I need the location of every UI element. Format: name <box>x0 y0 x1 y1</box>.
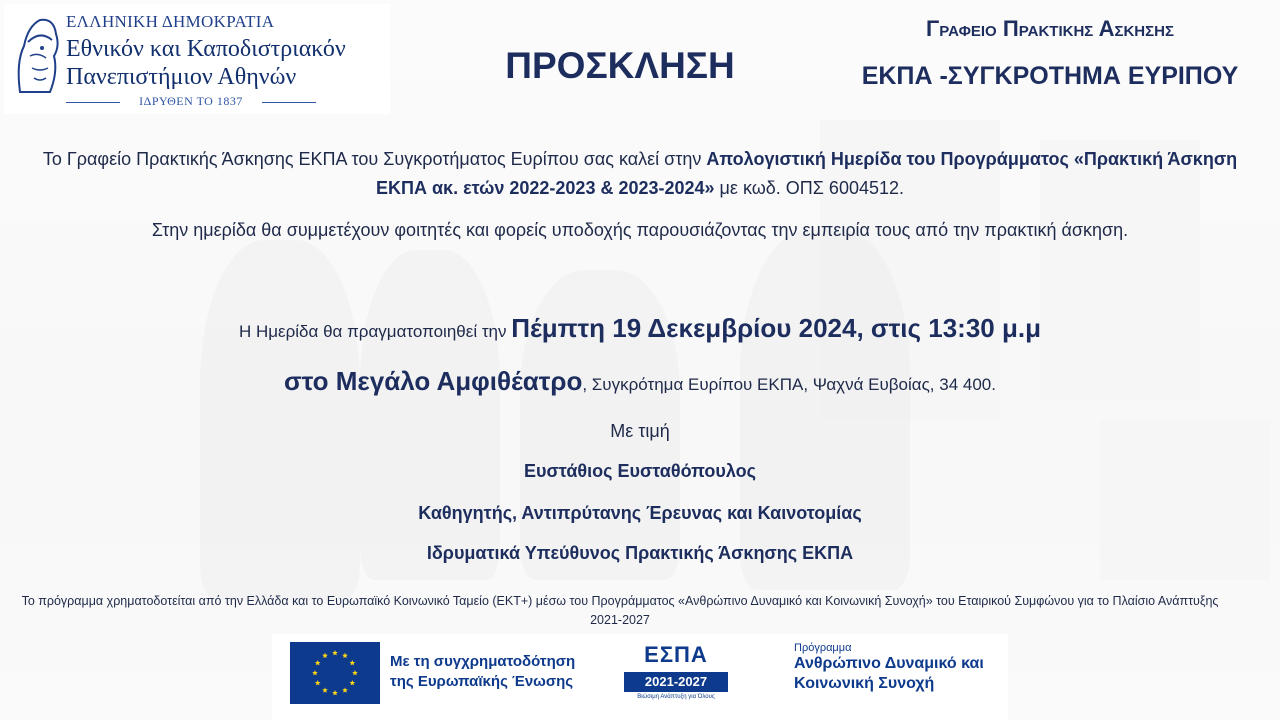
logo-line-founded: ΙΔΡΥΘΕΝ ΤΟ 1837 <box>66 94 316 109</box>
intro-program-name: Απολογιστική Ημερίδα του Προγράμματος «Πρακτική Άσκηση ΕΚΠΑ ακ. ετών 2022-2023 & 2023-2024» <box>375 149 1238 198</box>
page-title: ΠΡΟΣΚΛΗΣΗ <box>505 45 735 86</box>
office-name-text: Γραφειο Πρακτικης Ασκησης <box>926 16 1174 41</box>
intro-text-1: Το Γραφείο Πρακτικής Άσκησης ΕΚΠΑ του Συγκροτήματος Ευρίπου σας καλεί στην <box>42 149 707 169</box>
venue-place: στο Μεγάλο Αμφιθέατρο <box>284 366 583 396</box>
eu-line-1: Με τη συγχρηματοδότηση <box>390 653 576 670</box>
eu-cofunding-text <box>390 652 575 692</box>
eu-flag-icon <box>290 642 380 704</box>
office-campus: ΕΚΠΑ -ΣΥΓΚΡΟΤΗΜΑ ΕΥΡΙΠΟΥ <box>861 62 1239 90</box>
signature-role: Καθηγητής, Αντιπρύτανης Έρευνας και Καινοτομίας <box>418 503 862 523</box>
espa-years: 2021-2027 <box>624 672 728 692</box>
venue-address: , Συγκρότημα Ευρίπου ΕΚΠΑ, Ψαχνά Ευβοίας, 34 400. <box>582 375 996 394</box>
eu-line-2: της Ευρωπαϊκής Ένωσης <box>390 673 574 690</box>
program-name-line-1: Ανθρώπινο Δυναμικό και <box>794 655 984 672</box>
program-logo <box>794 642 984 694</box>
participants-paragraph: Στην ημερίδα θα συμμετέχουν φοιτητές και φορείς υποδοχής παρουσιάζοντας την εμπειρία τους από την πρακτική άσκηση. <box>151 220 1129 240</box>
program-label: Πρόγραμμα <box>794 642 852 654</box>
funding-banner <box>272 634 1008 720</box>
signature-name: Ευστάθιος Ευσταθόπουλος <box>524 461 756 481</box>
logo-line-republic: ΕΛΛΗΝΙΚΗ ΔΗΜΟΚΡΑΤΙΑ <box>66 12 275 31</box>
athena-crest-icon <box>10 12 62 102</box>
espa-subtitle: Βιώσιμη Ανάπτυξη για Όλους <box>637 694 715 700</box>
venue-paragraph <box>40 363 1240 403</box>
espa-title: ΕΣΠΑ <box>644 642 708 667</box>
date-prefix: Η Ημερίδα θα πραγματοποιηθεί την <box>238 322 512 341</box>
date-paragraph <box>40 310 1240 350</box>
espa-logo <box>624 642 728 704</box>
signature-responsibility: Ιδρυματικά Υπεύθυνος Πρακτικής Άσκησης ΕΚΠΑ <box>426 543 854 563</box>
university-logo <box>4 4 390 114</box>
intro-text-2: με κωδ. ΟΠΣ 6004512. <box>714 178 905 198</box>
intro-paragraph <box>40 145 1240 203</box>
funding-note: Το πρόγραμμα χρηματοδοτείται από την Ελλάδα και το Ευρωπαϊκό Κοινωνικό Ταμείο (ΕΚΤ+) μέσω του Προγράμματος «Ανθρώπινο Δυναμικό και Κοινωνική Συνοχή» του Εταιρικού Συμφώνου για το Πλαίσιο Ανάπτυξης 2021-2027 <box>21 594 1219 627</box>
program-name-line-2: Κοινωνική Συνοχή <box>794 675 935 692</box>
logo-line-university-2: Πανεπιστήμιον Αθηνών <box>66 64 297 90</box>
event-date: Πέμπτη 19 Δεκεμβρίου 2024, στις 13:30 μ.μ <box>511 313 1042 343</box>
logo-line-university-1: Εθνικόν και Καποδιστριακόν <box>66 36 346 62</box>
office-name <box>850 16 1250 42</box>
signature-greeting: Με τιμή <box>610 421 670 441</box>
